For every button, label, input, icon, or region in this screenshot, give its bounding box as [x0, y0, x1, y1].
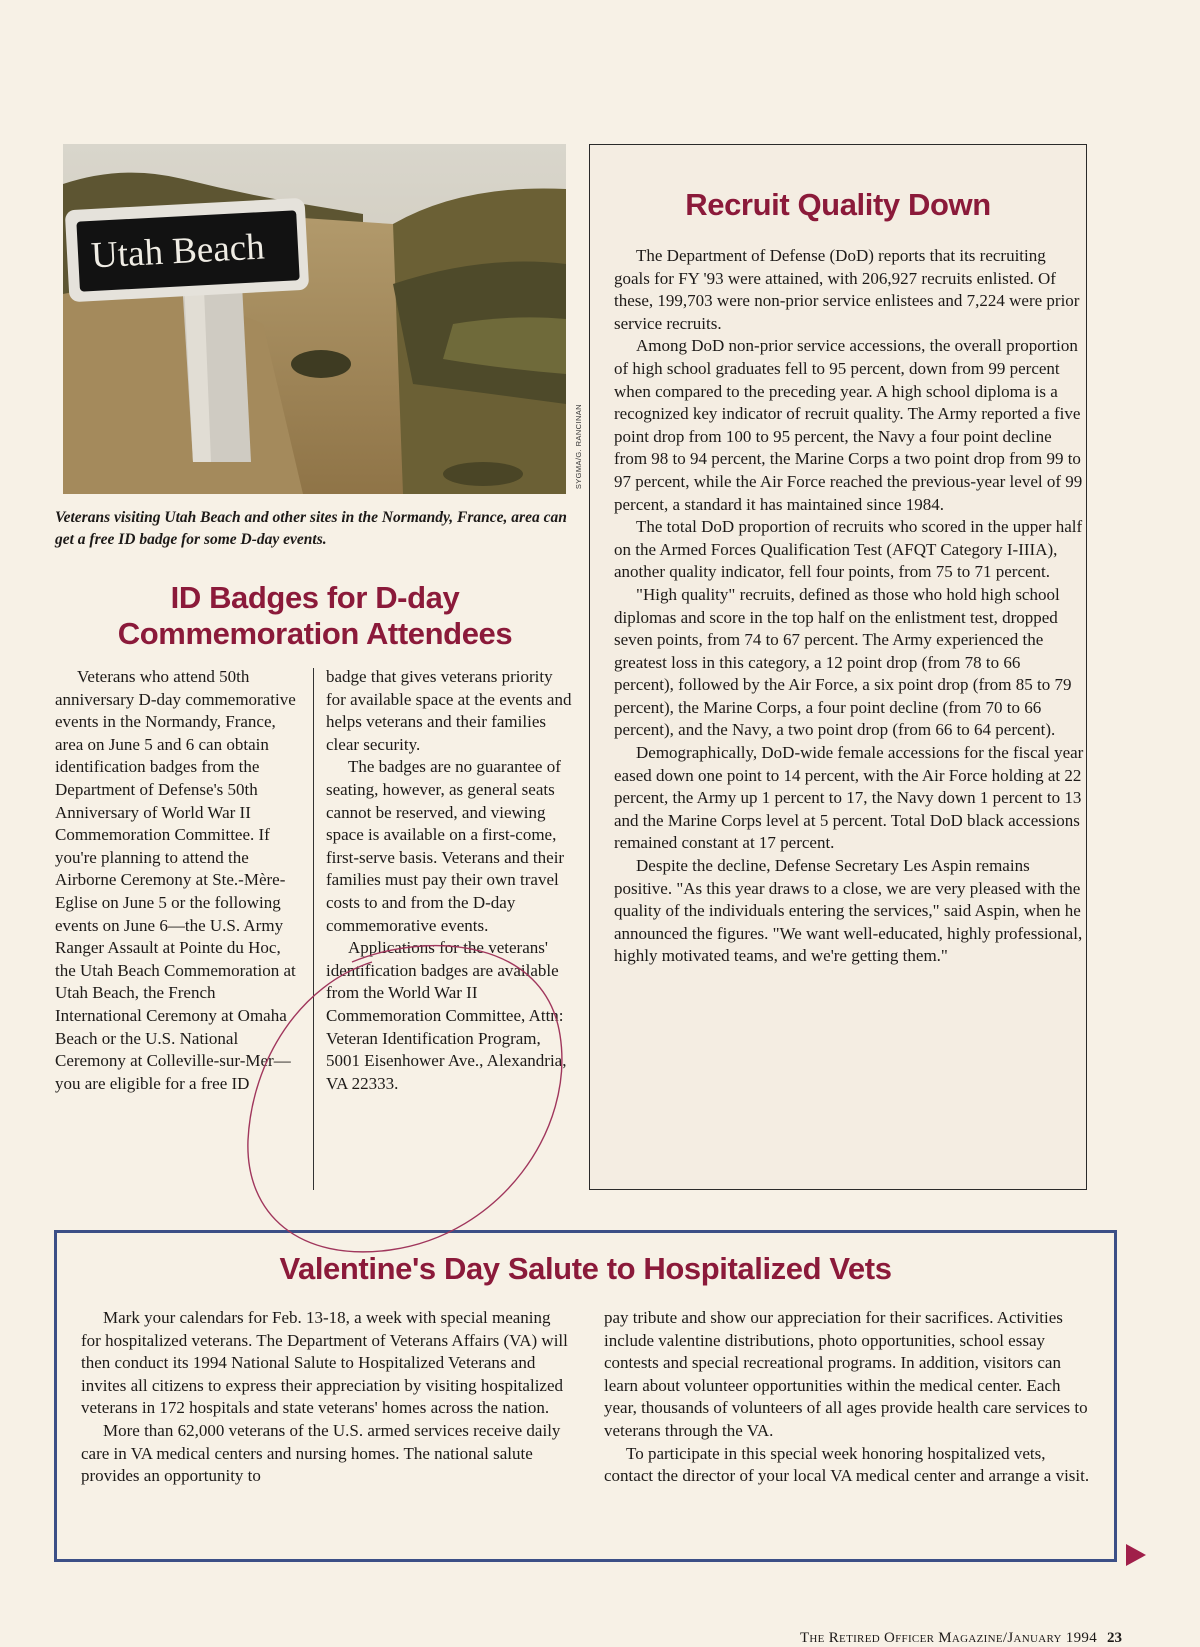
valentine-headline: Valentine's Day Salute to Hospitalized Vets: [279, 1251, 892, 1286]
photo-credit: SYGMA/G. RANCINAN: [574, 404, 583, 490]
sign-text: Utah Beach: [90, 226, 266, 277]
utah-beach-photo: [63, 144, 566, 494]
valentine-salute-box: [54, 1230, 1117, 1562]
paragraph: Among DoD non-prior service accessions, the overall proportion of high school graduates fell to 95 percent, down from 99 percent when compared to the preceding year. A high school diploma is a recognized key indicator of recruit quality. The Army reported a five point drop from 100 to 95 percent, the Navy a four point decline from 98 to 94 percent, the Marine Corps a two point drop from 99 to 97 percent, while the Air Force reached the previous-year level of 99 percent, a standard it has maintained since 1984.: [614, 336, 1083, 514]
paragraph-continued: badge that gives veterans priority for available space at the events and helps veterans and their families clear security.: [326, 667, 572, 754]
column-divider: [313, 668, 314, 1190]
valentine-column-2: [604, 1307, 1097, 1488]
id-badges-headline: ID Badges for D-day Commemoration Attendees: [117, 580, 513, 651]
paragraph: Despite the decline, Defense Secretary Les Aspin remains positive. "As this year draws to a close, we are very pleased with the quality of the individuals entering the services," said Aspin, when he announced the figures. "We want well-educated, highly professional, highly motivated teams, and we're getting them.": [614, 856, 1083, 966]
paragraph: Demographically, DoD-wide female accessions for the fiscal year eased down one point to 14 percent, with the Air Force holding at 22 percent, the Army up 1 percent to 17, the Navy down 1 percent to 13 and the Marine Corps level at 5 percent. Total DoD black accessions remained constant at 17 percent.: [614, 743, 1084, 853]
recruit-quality-sidebar: [589, 144, 1087, 1190]
id-badges-column-1: [55, 666, 303, 1095]
photo-caption: Veterans visiting Utah Beach and other sites in the Normandy, France, area can get a free ID badge for some D-day events.: [55, 509, 567, 548]
page-number: 23: [1107, 1630, 1122, 1646]
paragraph: Applications for the veterans' identification badges are available from the World War II Commemoration Committee, Attn: Veteran Identification Program, 5001 Eisenhower Ave., Alexandria, VA 22333.: [326, 938, 567, 1093]
id-badges-column-2: [326, 666, 576, 1095]
paragraph: To participate in this special week honoring hospitalized vets, contact the director of your local VA medical center and arrange a visit.: [604, 1443, 1090, 1486]
paragraph: Mark your calendars for Feb. 13-18, a week with special meaning for hospitalized veterans. The Department of Veterans Affairs (VA) will then conduct its 1994 National Salute to Hospitalized Veterans and invites all citizens to express their appreciation by visiting hospitalized veterans in 172 hospitals and state veterans' homes across the nation.: [81, 1308, 568, 1418]
paragraph: More than 62,000 veterans of the U.S. armed services receive daily care in VA medical centers and nursing homes. The national salute provides an opportunity to: [81, 1420, 561, 1486]
paragraph: The badges are no guarantee of seating, however, as general seats cannot be reserved, and viewing space is available on a first-come, first-serve basis. Veterans and their families must pay their own travel costs to and from the D-day commemorative events.: [326, 757, 565, 935]
recruit-quality-body: [614, 245, 1084, 968]
paragraph: The total DoD proportion of recruits who scored in the upper half on the Armed Forces Qualification Test (AFQT Category I-IIIA), another quality indicator, fell four points, from 75 to 71 percent.: [614, 517, 1083, 582]
valentine-column-1: [81, 1307, 574, 1488]
paragraph: The Department of Defense (DoD) reports that its recruiting goals for FY '93 were attained, with 206,927 recruits enlisted. Of these, 199,703 were non-prior service enlistees and 7,224 were prior service recruits.: [614, 246, 1080, 333]
paragraph: Veterans who attend 50th anniversary D-day commemorative events in the Normandy, France, area on June 5 and 6 can obtain identification badges from the Department of Defense's 50th Anniversary of World War II Commemoration Committee. If you're planning to attend the Airborne Ceremony at Ste.-Mère-Eglise on June 5 or the following events on June 6—the U.S. Army Ranger Assault at Pointe du Hoc, the Utah Beach Commemoration at Utah Beach, the French International Ceremony at Omaha Beach or the U.S. National Ceremony at Colleville-sur-Mer—you are eligible for a free ID: [55, 667, 296, 1093]
paragraph-continued: pay tribute and show our appreciation for their sacrifices. Activities include valentine distributions, photo opportunities, school essay contests and special recreational programs. In addition, visitors can learn about volunteer opportunities within the medical center. Each year, thousands of volunteers of all ages provide health care services to veterans through the VA.: [604, 1308, 1088, 1440]
recruit-quality-headline: Recruit Quality Down: [685, 187, 991, 222]
continue-arrow-icon: [1126, 1544, 1146, 1566]
paragraph: "High quality" recruits, defined as those who hold high school diplomas and score in the top half on the enlistment test, dropped seven points, from 74 to 67 percent. The Army experienced the greatest loss in this category, a 12 point drop (from 78 to 66 percent), followed by the Air Force, a six point drop (from 85 to 79 percent), the Marine Corps, a four point decline (from 70 to 66 percent), and the Navy, a two point drop (from 66 to 64 percent).: [614, 584, 1072, 740]
magazine-credit: The Retired Officer Magazine/January 1994: [799, 1630, 1097, 1646]
